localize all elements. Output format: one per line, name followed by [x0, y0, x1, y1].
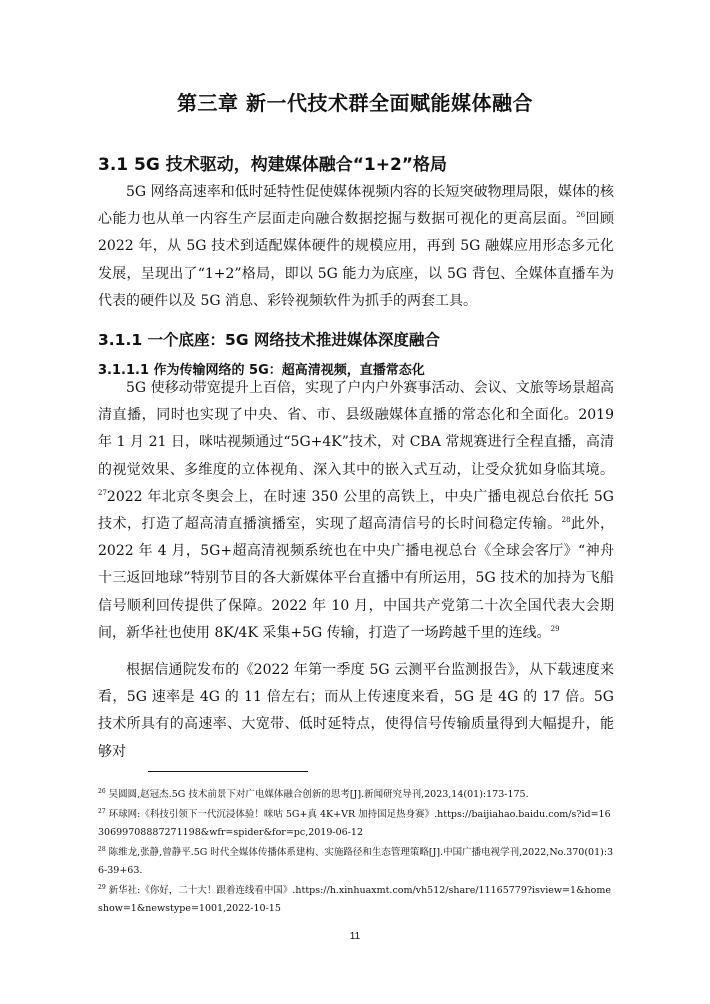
paragraph-text: 回顾 2022 年，从 5G 技术到适配媒体硬件的规模应用，再到 5G 融媒应用形态多元化发展，呈现出了“1+2”格局，即以 5G 能力为底座，以 5G 背包、全媒体直播车为代表的硬件以及 5G 消息、彩铃视频软件为抓手的两套工具。 — [98, 211, 615, 309]
footnote-item — [98, 844, 614, 880]
chapter-title: 第三章 新一代技术群全面赋能媒体融合 — [177, 91, 533, 115]
subsubsection-heading: 3.1.1.1 作为传输网络的 5G：超高清视频，直播常态化 — [98, 363, 425, 378]
footnote-number: 26 — [98, 788, 106, 795]
footnote-item — [98, 786, 614, 804]
footnote-item — [98, 882, 614, 918]
paragraph-text: 5G 网络高速率和低时延特性促使媒体视频内容的长短突破物理局限，媒体的核心能力也从单一内容生产层面走向融合数据挖掘与数据可视化的更高层面。 — [98, 184, 614, 228]
footnote-ref[interactable]: 28 — [561, 516, 571, 525]
footnote-ref[interactable]: 26 — [576, 211, 586, 220]
paragraph-text: 2022 年北京冬奥会上，在时速 350 公里的高铁上，中央广播电视总台依托 5G 技术，打造了超高清直播演播室，实现了超高清信号的长时间稳定传输。 — [98, 488, 614, 533]
footnote-text: 吴圆圆,赵冠杰.5G 技术前景下对广电媒体融合创新的思考[J].新闻研究导刊,2023,14(01):173-175. — [105, 789, 529, 800]
footnote-ref[interactable]: 29 — [550, 624, 560, 633]
footnote-divider — [148, 771, 308, 772]
footnote-ref[interactable]: 27 — [98, 488, 107, 497]
footnote-number: 27 — [98, 808, 106, 815]
subsection-heading: 3.1.1 一个底座：5G 网络技术推进媒体深度融合 — [98, 331, 440, 349]
footnote-item — [98, 806, 614, 842]
paragraph-text: 此外，2022 年 4 月，5G+超高清视频系统也在中央广播电视总台《全球会客厅》“神舟十三返回地球”特别节目的各大新媒体平台直播中有所运用，5G 技术的加持为飞船信号顺利回传提供了保障。2022 年 10 月，中国共产党第二十次全国代表大会期间，新华社也使用 8K/4K 采集+5G 传输，打造了一场跨越千里的连线。 — [98, 516, 615, 641]
paragraph-speed-report: 根据信通院发布的《2022 年第一季度 5G 云测平台监测报告》，从下载速度来看，5G 速率是 4G 的 11 倍左右；而从上传速度来看，5G 是 4G 的 17 倍。5G 技术所具有的高速率、大宽带、低时延特点，使得信号传输质量得到大幅提升，能够对 — [98, 662, 614, 760]
paragraph-5g-live — [98, 375, 614, 647]
page-number: 11 — [349, 931, 361, 942]
paragraph-text: 5G 使移动带宽提升上百倍，实现了户内户外赛事活动、会议、文旅等场景超高清直播，同时也实现了中央、省、市、县级融媒体直播的常态化和全面化。2019 年 1 月 21 日，咪咕视频通过“5G+4K”技术，对 CBA 常规赛进行全程直播，高清的视觉效果、多维度的立体视角、深入其中的嵌入式互动，让受众犹如身临其境。 — [98, 380, 614, 478]
footnote-text[interactable]: 新华社:《你好，二十大！跟着连线看中国》.https://h.xinhuaxmt.com/vh512/share/11165779?isview=1&homeshow=1&newstype=1001,2022-10-15 — [98, 885, 611, 914]
footnotes — [98, 786, 614, 920]
footnote-number: 28 — [98, 846, 106, 853]
footnote-text: 陈维龙,张静,曾静平.5G 时代全媒体传播体系建构、实施路径和生态管理策略[J].中国广播电视学刊,2022,No.370(01):36-39+63. — [98, 847, 614, 876]
footnote-number: 29 — [98, 884, 106, 891]
paragraph-intro — [98, 179, 614, 315]
section-heading: 3.1 5G 技术驱动，构建媒体融合“1+2”格局 — [98, 155, 447, 175]
footnote-text[interactable]: 环球网:《科技引领下一代沉浸体验！咪咕 5G+真 4K+VR 加持国足热身赛》.https://baijiahao.baidu.com/s?id=1630699708887271198&wfr=spider&for=pc,2019-06-12 — [98, 809, 611, 838]
